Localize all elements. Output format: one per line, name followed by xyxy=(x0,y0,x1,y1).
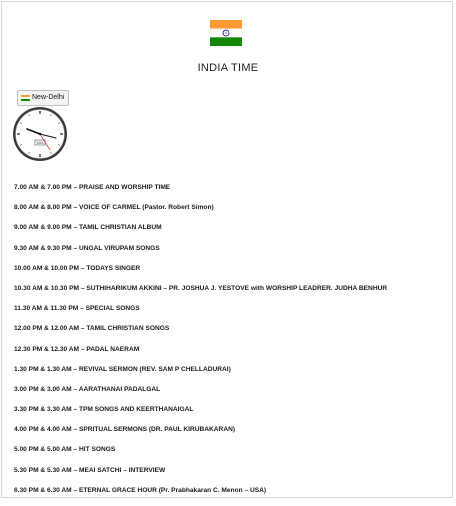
india-flag-icon xyxy=(210,20,242,46)
clock-location-button[interactable] xyxy=(17,90,69,106)
schedule-item: 5.00 PM & 5.00 AM – HIT SONGS xyxy=(14,446,116,454)
schedule-item: 3.00 PM & 3.00 AM – AARATHANAI PADALGAL xyxy=(14,385,161,393)
clock-brand-label: XXX xyxy=(36,141,44,145)
schedule-item: 1.30 PM & 1.30 AM – REVIVAL SERMON (REV. SAM P CHELLADURAI) xyxy=(14,365,231,373)
schedule-item: 6.30 PM & 6.30 AM – ETERNAL GRACE HOUR (Pr. Prabhakaran C. Menon – USA) xyxy=(14,486,267,494)
schedule-item: 4.00 PM & 4.00 AM – SPRITUAL SERMONS (DR. PAUL KIRUBAKARAN) xyxy=(14,426,236,434)
schedule-item: 7.00 AM & 7.00 PM – PRAISE AND WORSHIP TIME xyxy=(14,184,171,191)
page-title: INDIA TIME xyxy=(197,62,259,74)
schedule-item: 8.00 AM & 8.00 PM – VOICE OF CARMEL (Pastor. Robert Simon) xyxy=(14,204,214,212)
clock-location-label: New-Delhi xyxy=(32,94,65,101)
schedule-item: 9.30 AM & 9.30 PM – UNGAL VIRUPAM SONGS xyxy=(14,244,160,252)
india-flag-icon xyxy=(21,95,30,101)
program-schedule-list xyxy=(14,183,387,506)
analog-clock xyxy=(12,106,68,162)
schedule-item: 12.30 PM & 12.30 AM – PADAL NAERAM xyxy=(14,345,140,353)
schedule-item: 9.00 AM & 9.00 PM – TAMIL CHRISTIAN ALBUM xyxy=(14,224,162,232)
schedule-item: 3.30 PM & 3.30 AM – TPM SONGS AND KEERTHANAIGAL xyxy=(14,406,194,414)
schedule-item: 12.00 PM & 12.00 AM – TAMIL CHRISTIAN SONGS xyxy=(14,325,170,333)
schedule-item: 5.30 PM & 5.30 AM – MEAI SATCHI – INTERVIEW xyxy=(14,466,166,474)
schedule-item: 10.00 AM & 10.00 PM – TODAYS SINGER xyxy=(14,264,141,272)
schedule-item: 10.30 AM & 10.30 PM – SUTHIHARIKUM AKKINI – PR. JOSHUA J. YESTOVE with WORSHIP LEADRER. JUDHA BENHUR xyxy=(14,284,388,292)
schedule-item: 11.30 AM & 11.30 PM – SPECIAL SONGS xyxy=(14,305,140,313)
